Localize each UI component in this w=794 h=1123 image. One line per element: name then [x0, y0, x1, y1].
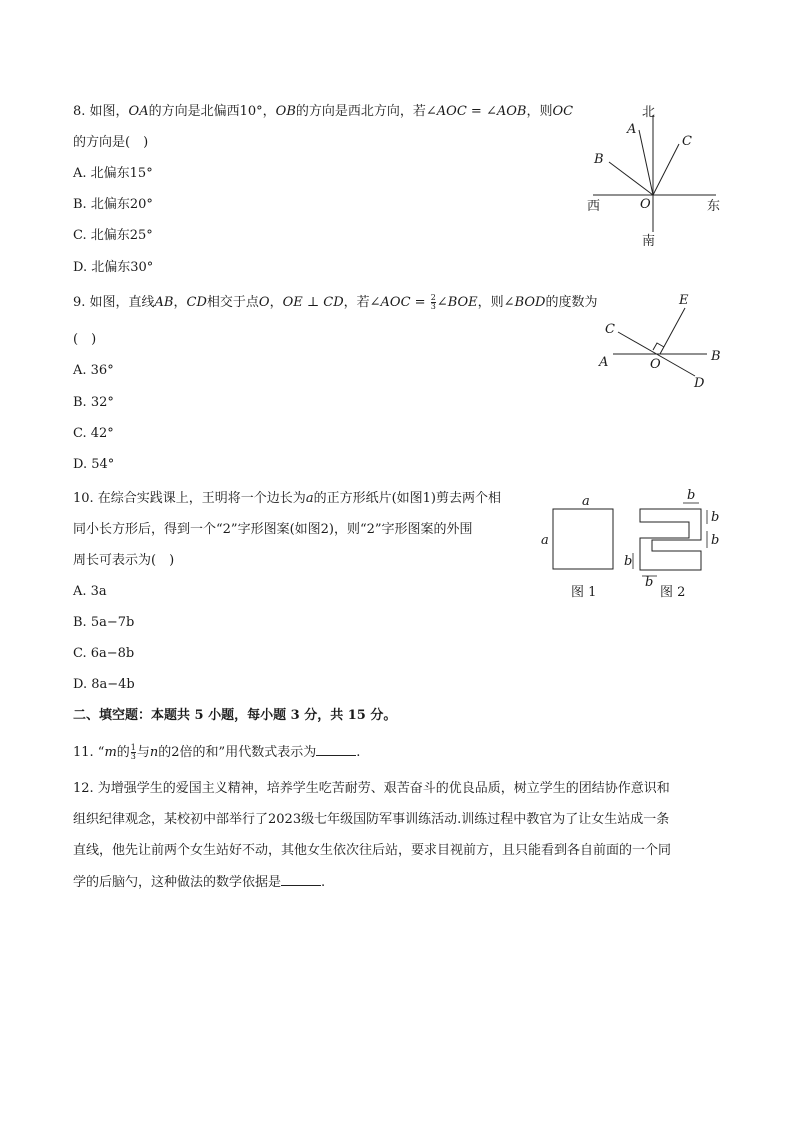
- q8-label-b: B: [594, 152, 604, 167]
- q11-answer-blank[interactable]: [316, 743, 356, 756]
- q9-label-c: C: [605, 322, 615, 337]
- q10-fig2-label: 图 2: [660, 585, 686, 600]
- q10-fig2-b-right1: b: [711, 510, 720, 525]
- q10-stem-line2: 同小长方形后，得到一个“2”字形图案(如图2)，则“2”字形图案的外围: [73, 522, 473, 537]
- q8-label-c: C: [682, 134, 692, 149]
- q10-stem-line3: 周长可表示为( ): [73, 553, 175, 568]
- q10-fig2-b-top: b: [687, 488, 696, 503]
- q9-option-c: C. 42°: [73, 426, 114, 441]
- q12-answer-blank[interactable]: [281, 873, 321, 886]
- q10-option-c: C. 6a−8b: [73, 646, 135, 661]
- q8-label-east: 东: [707, 199, 721, 214]
- q8-label-north: 北: [642, 105, 656, 120]
- q10-option-b: B. 5a−7b: [73, 615, 135, 630]
- q8-compass-figure: [580, 100, 730, 250]
- q9-option-b: B. 32°: [73, 395, 114, 410]
- q9-label-o: O: [650, 357, 661, 372]
- q10-fig1-label: 图 1: [571, 585, 597, 600]
- q12-stem-line2: 组织纪律观念，某校初中部举行了2023级七年级国防军事训练活动.训练过程中教官为了让女生站成一条: [73, 812, 670, 827]
- q10-fig1-a-top: a: [582, 494, 590, 509]
- q8-option-d: D. 北偏东30°: [73, 260, 154, 275]
- q9-label-e: E: [679, 293, 689, 308]
- q8-label-a: A: [627, 122, 637, 137]
- q8-label-o: O: [640, 197, 651, 212]
- q11-stem: 11. “m的 $\frac{1}{3}$ 与n的2倍的和”用代数式表示为 .: [73, 743, 361, 761]
- q8-stem-line2: 的方向是( ): [73, 135, 149, 150]
- section2-heading: 二、填空题：本题共 5 小题，每小题 3 分，共 15 分。: [73, 708, 397, 723]
- q10-option-a: A. 3a: [73, 584, 107, 599]
- q9-option-a: A. 36°: [73, 363, 114, 378]
- q9-label-a: A: [599, 355, 609, 370]
- q10-fig2-b-right2: b: [711, 533, 720, 548]
- q9-label-b: B: [711, 349, 721, 364]
- q10-stem-line1: 10. 在综合实践课上，王明将一个边长为a的正方形纸片(如图1)剪去两个相: [73, 491, 501, 506]
- q12-stem-line3: 直线，他先让前两个女生站好不动，其他女生依次往后站，要求目视前方，且只能看到各自前面的一个同: [73, 843, 672, 858]
- q12-stem-line1: 12. 为增强学生的爱国主义精神，培养学生吃苦耐劳、艰苦奋斗的优良品质，树立学生的团结协作意识和: [73, 781, 670, 796]
- q8-label-south: 南: [642, 234, 656, 249]
- q9-option-d: D. 54°: [73, 457, 115, 472]
- q10-figures: [535, 488, 735, 608]
- q10-fig2-b-left: b: [624, 554, 633, 569]
- q8-option-b: B. 北偏东20°: [73, 197, 153, 212]
- q8-stem-line1: 8. 如图，OA的方向是北偏西10°，OB的方向是西北方向，若∠AOC = ∠AOB，则OC: [73, 104, 574, 119]
- q12-stem-line4: 学的后脑勺，这种做法的数学依据是 .: [73, 875, 326, 890]
- q8-option-a: A. 北偏东15°: [73, 166, 153, 181]
- q9-stem-line1: 9. 如图，直线AB，CD相交于点O，OE ⊥ CD，若∠AOC = $\frac{2}{3}$ ∠BOE，则∠BOD的度数为: [73, 293, 598, 311]
- q8-option-c: C. 北偏东25°: [73, 228, 153, 243]
- q9-stem-line2: ( ): [73, 332, 97, 347]
- q10-fig1-a-left: a: [541, 533, 549, 548]
- q9-label-d: D: [694, 376, 705, 391]
- q10-fig2-b-bottom: b: [645, 575, 654, 590]
- q9-lines-figure: [595, 288, 730, 398]
- q10-option-d: D. 8a−4b: [73, 677, 135, 692]
- q8-label-west: 西: [587, 199, 601, 214]
